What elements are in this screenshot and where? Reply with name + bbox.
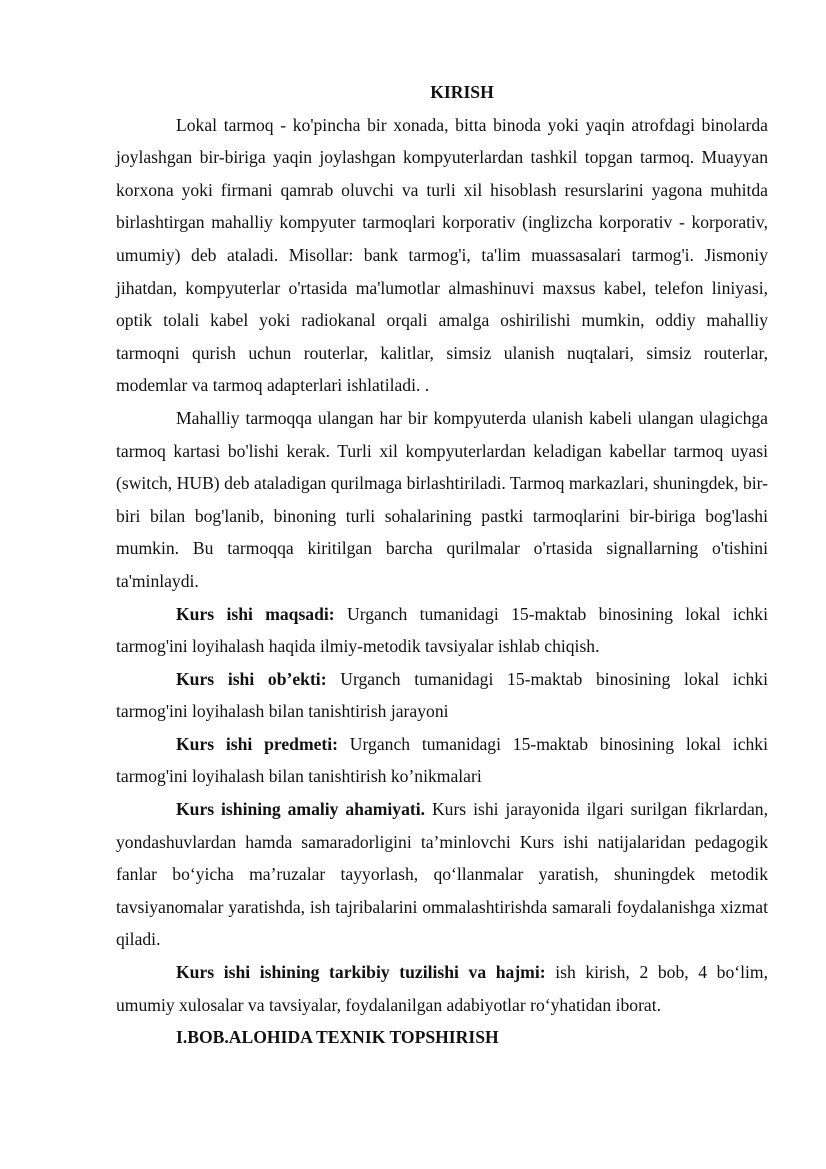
text-course-subject: Urganch tumanidagi 15-maktab binosining lokal ichki tarmog'ini loyihalash bilan tanishtirish ko’nikmalari bbox=[116, 733, 768, 787]
paragraph-local-network-definition: Lokal tarmoq - ko'pincha bir xonada, bitta binoda yoki yaqin atrofdagi binolarda joylashgan bir-biriga yaqin joylashgan kompyuterlardan tashkil topgan tarmoq. Muayyan korxona yoki firmani qamrab oluvchi va turli xil hisoblash resurslarini yagona muhitda birlashtirgan mahalliy kompyuter tarmoqlari korporativ (inglizcha korporativ - korporativ, umumiy) deb ataladi. Misollar: bank tarmog'i, ta'lim muassasalari tarmog'i. Jismoniy jihatdan, kompyuterlar o'rtasida ma'lumotlar almashinuvi maxsus kabel, telefon liniyasi, optik tolali kabel yoki radiokanal orqali amalga oshirilishi mumkin, oddiy mahalliy tarmoqni qurish uchun routerlar, kalitlar, simsiz ulanish nuqtalari, simsiz routerlar, modemlar va tarmoq adapterlari ishlatiladi. . bbox=[116, 114, 768, 396]
term-structure-volume: Kurs ishi ishining tarkibiy tuzilishi va hajmi: bbox=[176, 962, 546, 983]
paragraph-course-subject bbox=[116, 728, 768, 793]
text-practical-significance: Kurs ishi jarayonida ilgari surilgan fikrlardan, yondashuvlardan hamda samaradorligini ta’minlovchi Kurs ishi natijalaridan pedagogik fanlar bo‘yicha ma’ruzalar tayyorlash, qo‘llanmalar yaratish, shuningdek metodik tavsiyanomalar yaratishda, ish tajribalarini ommalashtirishda samarali foydalanishga xizmat qiladi. bbox=[116, 799, 768, 950]
text-course-object: Urganch tumanidagi 15-maktab binosining lokal ichki tarmog'ini loyihalash bilan tanishtirish jarayoni bbox=[116, 668, 768, 722]
page-title: KIRISH bbox=[430, 82, 494, 102]
paragraph-practical-significance bbox=[116, 793, 768, 956]
paragraph-course-goal bbox=[116, 598, 768, 663]
paragraph-network-card: Mahalliy tarmoqqa ulangan har bir kompyuterda ulanish kabeli ulangan ulagichga tarmoq kartasi bo'lishi kerak. Turli xil kompyuterlardan keladigan kabellar tarmoq uyasi (switch, HUB) deb ataladigan qurilmaga birlashtiriladi. Tarmoq markazlari, shuningdek, bir-biri bilan bog'lanib, binoning turli sohalarining pastki tarmoqlarini bir-biriga bog'lashi mumkin. Bu tarmoqqa kiritilgan barcha qurilmalar o'rtasida signallarning o'tishini ta'minlaydi. bbox=[116, 407, 768, 591]
term-course-subject: Kurs ishi predmeti: bbox=[176, 733, 339, 754]
text-course-goal: Urganch tumanidagi 15-maktab binosining lokal ichki tarmog'ini loyihalash haqida ilmiy-metodik tavsiyalar ishlab chiqish. bbox=[116, 603, 768, 657]
term-practical-significance: Kurs ishining amaliy ahamiyati. bbox=[176, 799, 426, 820]
paragraph-course-object bbox=[116, 663, 768, 728]
paragraph-structure-volume bbox=[116, 956, 768, 1021]
chapter-heading: I.BOB.ALOHIDA TEXNIK TOPSHIRISH bbox=[176, 1027, 499, 1048]
term-course-object: Kurs ishi ob’ekti: bbox=[176, 668, 327, 689]
document-page bbox=[116, 76, 768, 1054]
text-structure-volume: ish kirish, 2 bob, 4 bo‘lim, umumiy xulosalar va tavsiyalar, foydalanilgan adabiyotlar ro‘yhatidan iborat. bbox=[116, 962, 768, 1015]
term-course-goal: Kurs ishi maqsadi: bbox=[176, 603, 335, 624]
